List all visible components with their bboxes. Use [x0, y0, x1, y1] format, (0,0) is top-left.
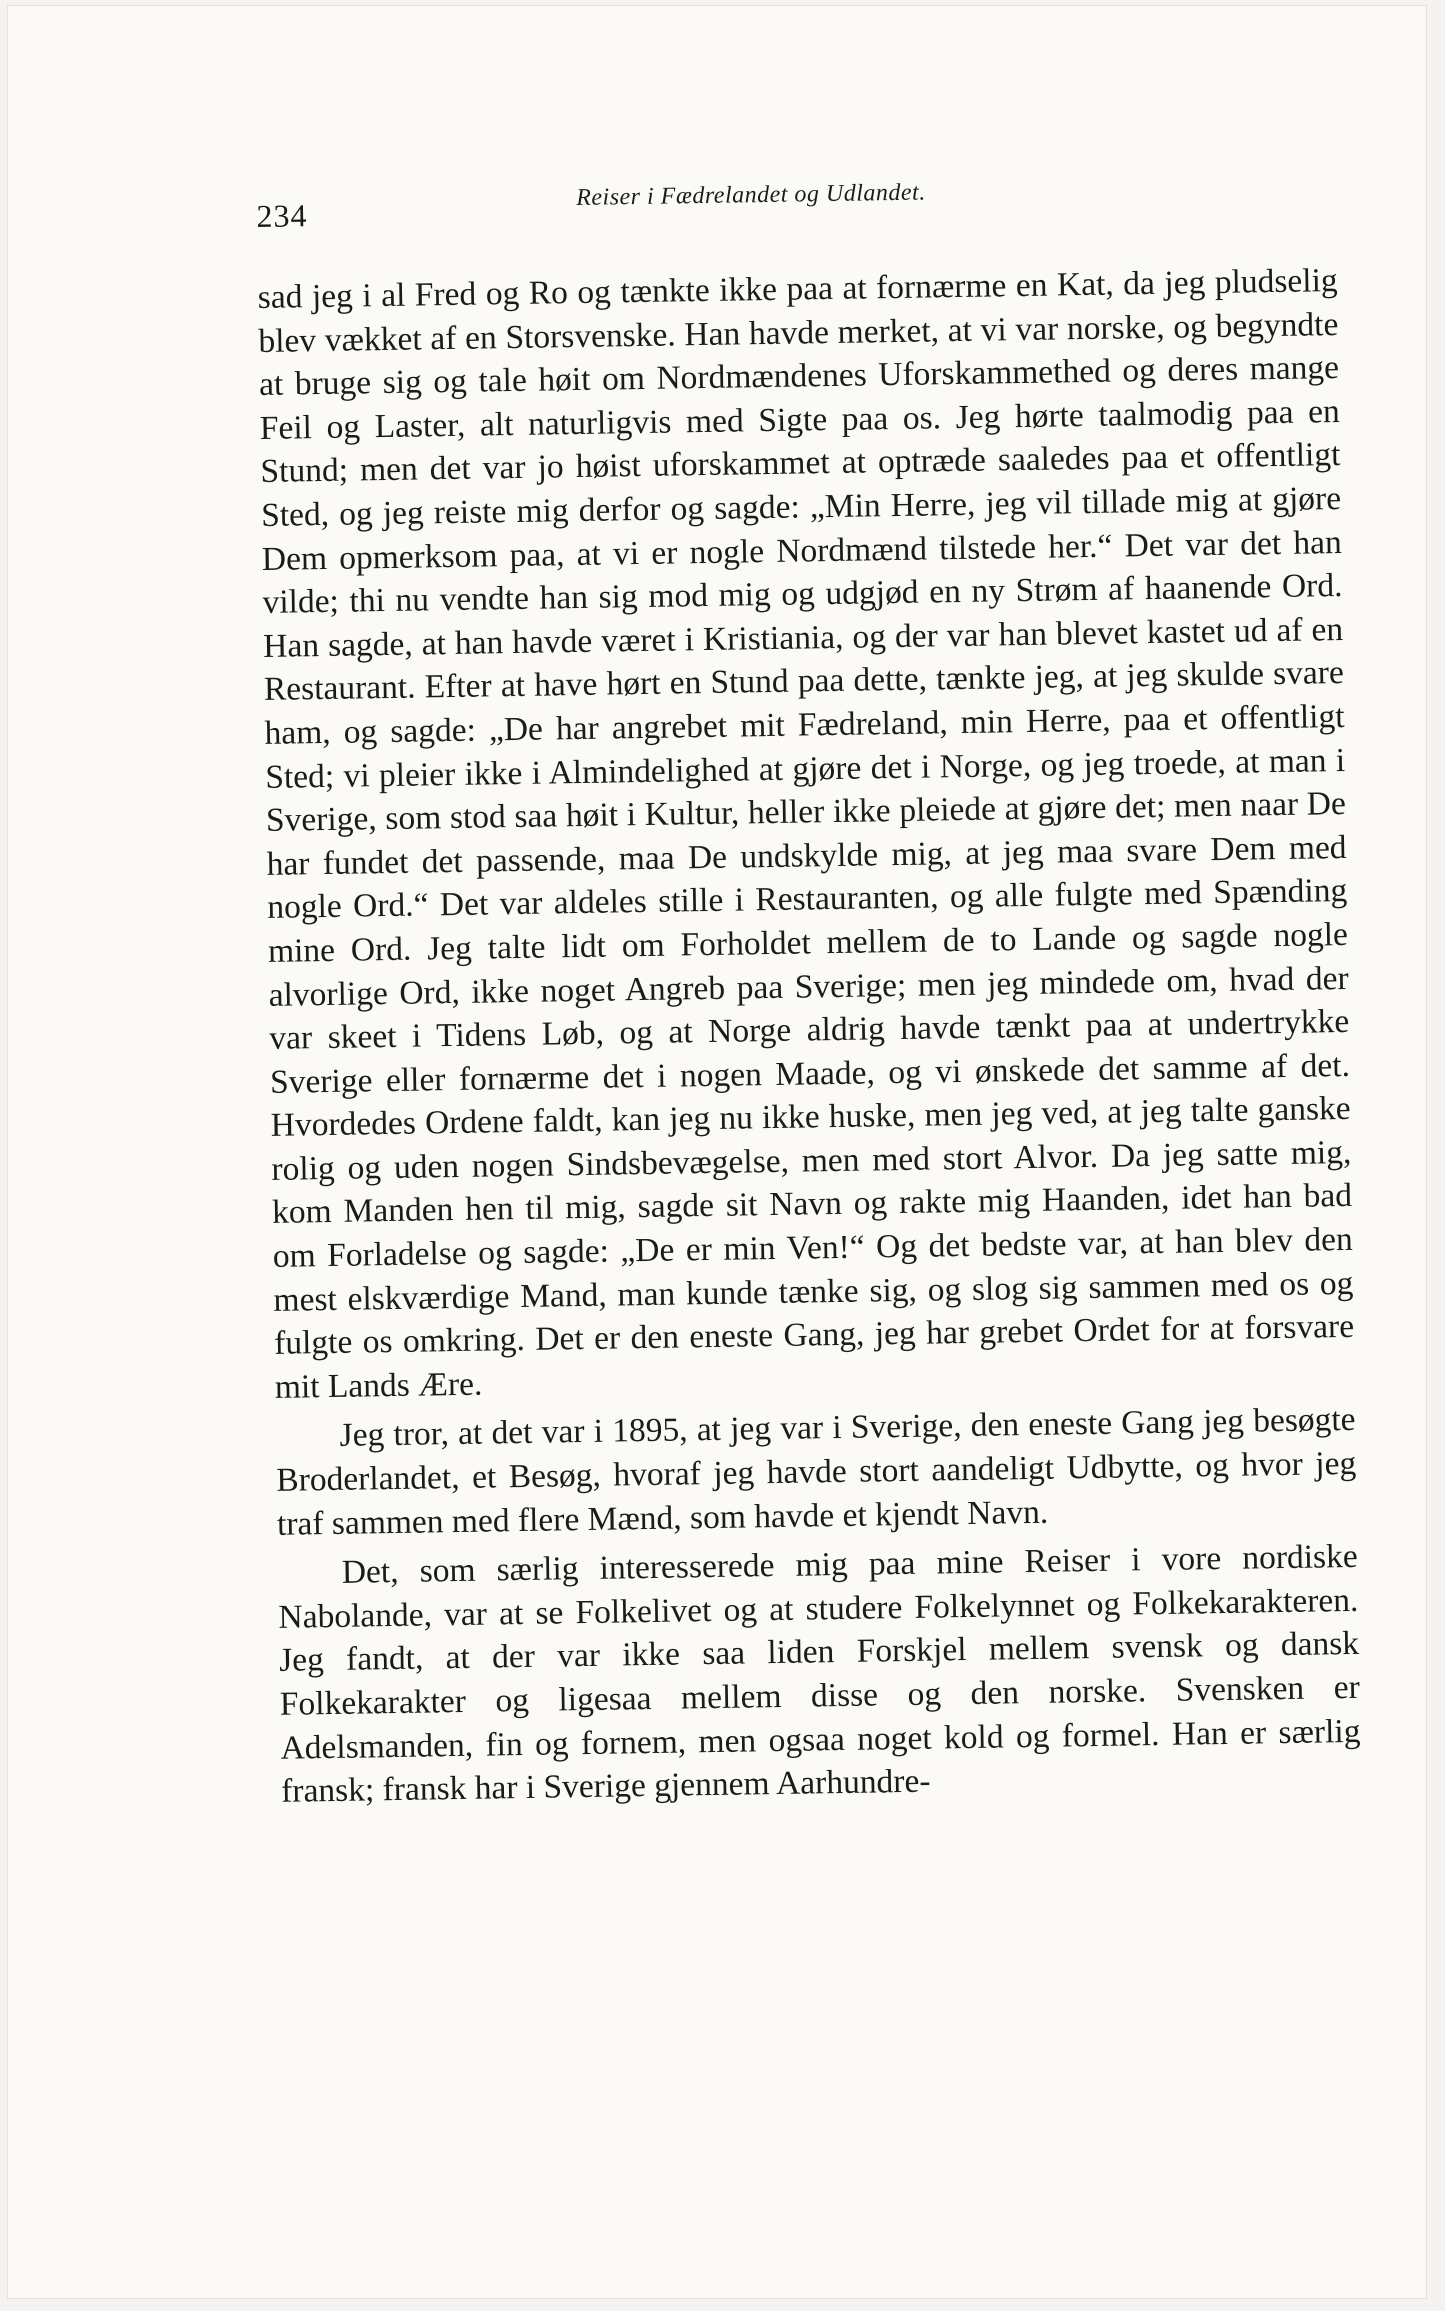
running-title: Reiser i Fædrelandet og Udlandet.	[576, 179, 926, 211]
page-number: 234	[256, 197, 308, 234]
page-content	[256, 169, 1361, 1814]
body-text	[257, 259, 1361, 1814]
paragraph: Jeg tror, at det var i 1895, at jeg var i Sverige, den eneste Gang jeg besøgte Broderlandet, et Besøg, hvoraf jeg havde stort aandeligt Udbytte, og hvor jeg traf sammen med flere Mænd, som havde et kjendt Navn.	[276, 1401, 1357, 1543]
book-page	[8, 6, 1426, 2298]
paragraph: Det, som særlig interesserede mig paa mine Reiser i vore nordiske Nabolande, var at se Folkelivet og at studere Folkelynnet og Folkekarakteren. Jeg fandt, at der var ikke saa liden Forskjel mellem svensk og dansk Folkekarakter og ligesaa mellem disse og den norske. Svensken er Adelsmanden, fin og fornem, men ogsaa noget kold og formel. Han er særlig fransk; fransk har i Sverige gjennem Aarhundre-	[278, 1538, 1361, 1810]
paragraph: sad jeg i al Fred og Ro og tænkte ikke paa at fornærme en Kat, da jeg pludselig blev vækket af en Storsvenske. Han havde merket, at vi var norske, og begyndte at bruge sig og tale høit om Nordmændenes Uforskammethed og deres mange Feil og Laster, alt naturligvis med Sigte paa os. Jeg hørte taalmodig paa en Stund; men det var jo høist uforskammet at optræde saaledes paa et offentligt Sted, og jeg reiste mig derfor og sagde: „Min Herre, jeg vil tillade mig at gjøre Dem opmerksom paa, at vi er nogle Nordmænd tilstede her.“ Det var det han vilde; thi nu vendte han sig mod mig og udgjød en ny Strøm af haanende Ord. Han sagde, at han havde været i Kristiania, og der var han blevet kastet ud af en Restaurant. Efter at have hørt en Stund paa dette, tænkte jeg, at jeg skulde svare ham, og sagde: „De har angrebet mit Fædreland, min Herre, paa et offentligt Sted; vi pleier ikke i Almindelighed at gjøre det i Norge, og jeg troede, at man i Sverige, som stod saa høit i Kultur, heller ikke pleiede at gjøre det; men naar De har fundet det passende, maa De undskylde mig, at jeg maa svare Dem med nogle Ord.“ Det var aldeles stille i Restauranten, og alle fulgte med Spænding mine Ord. Jeg talte lidt om Forholdet mellem de to Lande og sagde nogle alvorlige Ord, ikke noget Angreb paa Sverige; men jeg mindede om, hvad der var skeet i Tidens Løb, og at Norge aldrig havde tænkt paa at undertrykke Sverige eller fornærme det i nogen Maade, og vi ønskede det samme af det. Hvordedes Ordene faldt, kan jeg nu ikke huske, men jeg ved, at jeg talte ganske rolig og uden nogen Sindsbevægelse, men med stort Alvor. Da jeg satte mig, kom Manden hen til mig, sagde sit Navn og rakte mig Haanden, idet han bad om Forladelse og sagde: „De er min Ven!“ Og det bedste var, at han blev den mest elskværdige Mand, man kunde tænke sig, og slog sig sammen med os og fulgte os omkring. Det er den eneste Gang, jeg har grebet Ordet for at forsvare mit Lands Ære.	[257, 262, 1355, 1406]
page-header	[256, 169, 1337, 246]
